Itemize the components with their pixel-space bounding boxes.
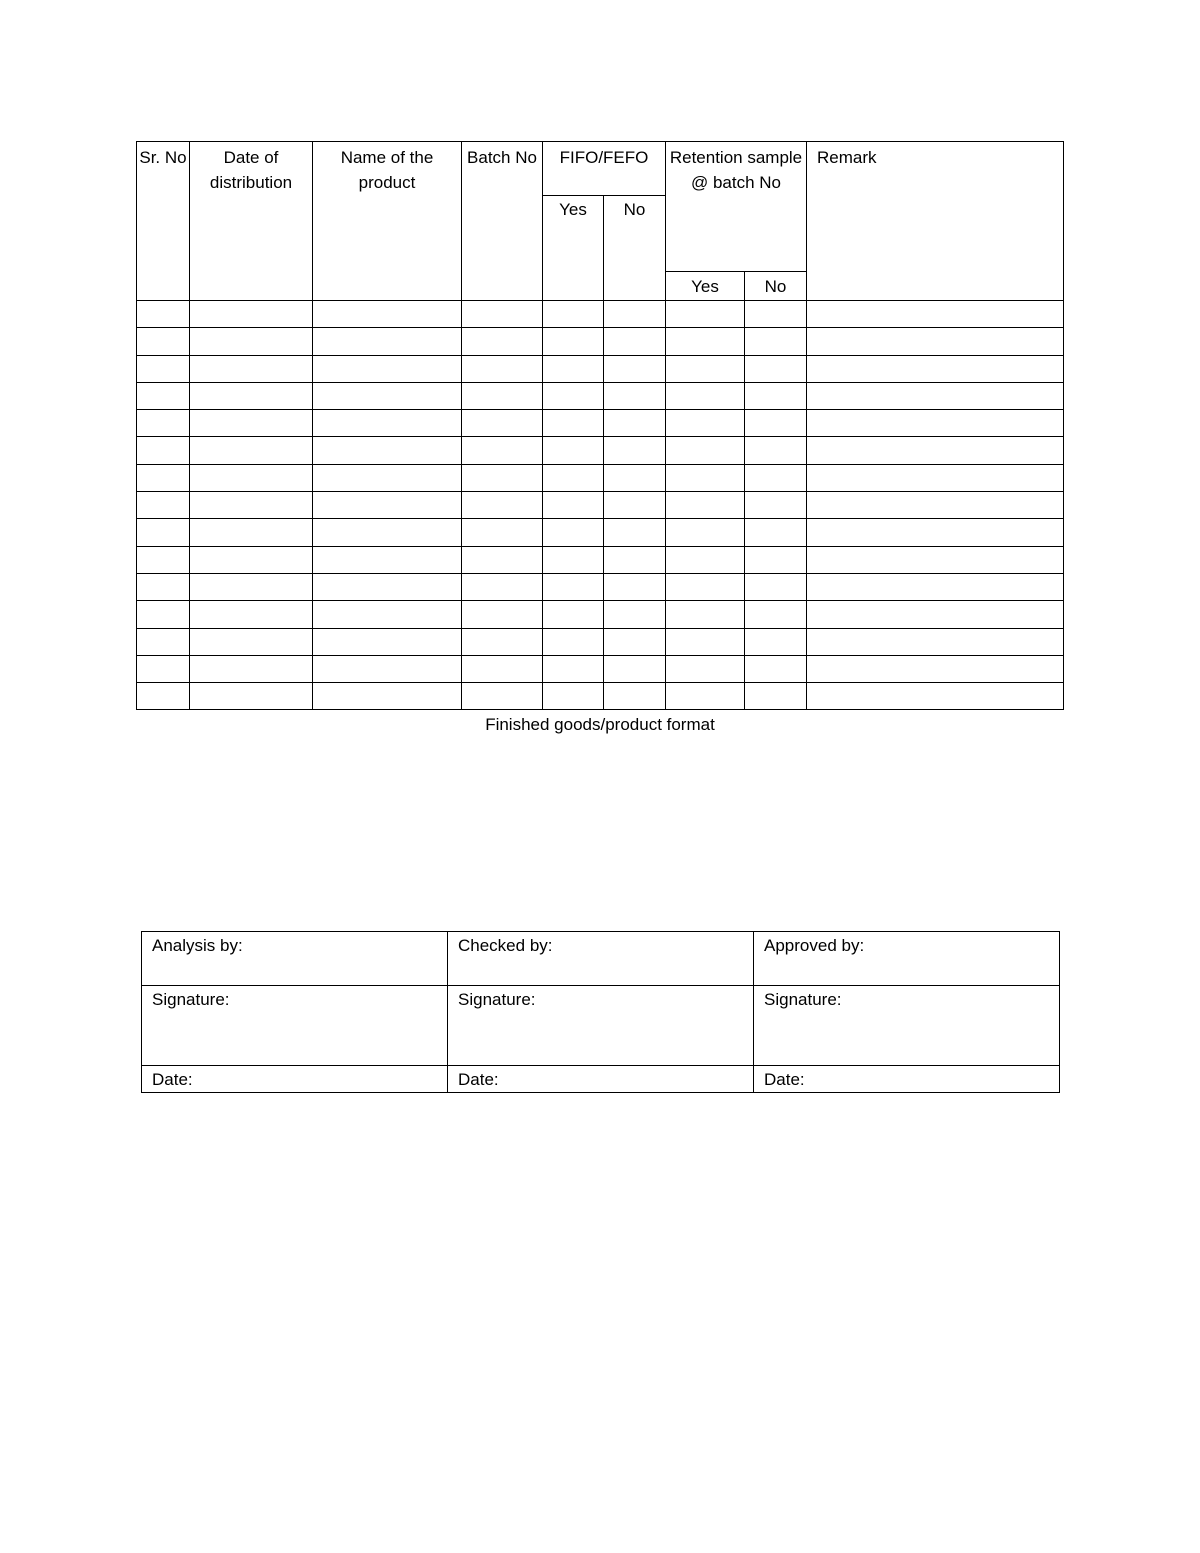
- cell-product-name: [313, 601, 462, 628]
- cell-date-of-distribution: [190, 410, 313, 437]
- cell-fifo-no: [604, 410, 666, 437]
- cell-date-of-distribution: [190, 382, 313, 409]
- cell-fifo-no: [604, 382, 666, 409]
- cell-sr-no: [137, 601, 190, 628]
- cell-retention-yes: [666, 628, 745, 655]
- cell-date-of-distribution: [190, 683, 313, 710]
- checked-by-label: Checked by:: [448, 932, 754, 986]
- cell-fifo-no: [604, 519, 666, 546]
- cell-sr-no: [137, 301, 190, 328]
- cell-sr-no: [137, 355, 190, 382]
- cell-remark: [807, 410, 1064, 437]
- table-row: [137, 410, 1064, 437]
- cell-fifo-yes: [543, 437, 604, 464]
- cell-product-name: [313, 546, 462, 573]
- cell-product-name: [313, 492, 462, 519]
- cell-sr-no: [137, 464, 190, 491]
- cell-batch-no: [462, 601, 543, 628]
- cell-retention-no: [745, 355, 807, 382]
- cell-retention-no: [745, 410, 807, 437]
- cell-fifo-yes: [543, 519, 604, 546]
- table-row: [137, 328, 1064, 355]
- cell-date-of-distribution: [190, 328, 313, 355]
- cell-product-name: [313, 573, 462, 600]
- cell-remark: [807, 301, 1064, 328]
- table-row: [137, 382, 1064, 409]
- header-retention-yes: Yes: [666, 272, 745, 301]
- cell-remark: [807, 683, 1064, 710]
- cell-fifo-no: [604, 573, 666, 600]
- approved-by-label: Approved by:: [754, 932, 1060, 986]
- cell-fifo-no: [604, 546, 666, 573]
- cell-retention-yes: [666, 410, 745, 437]
- cell-fifo-yes: [543, 328, 604, 355]
- cell-batch-no: [462, 683, 543, 710]
- cell-date-of-distribution: [190, 464, 313, 491]
- cell-sr-no: [137, 328, 190, 355]
- cell-date-of-distribution: [190, 437, 313, 464]
- cell-fifo-yes: [543, 683, 604, 710]
- cell-sr-no: [137, 437, 190, 464]
- table-row: [137, 628, 1064, 655]
- cell-product-name: [313, 410, 462, 437]
- cell-retention-no: [745, 655, 807, 682]
- approved-signature-field: Signature:: [754, 986, 1060, 1066]
- cell-retention-yes: [666, 464, 745, 491]
- cell-retention-yes: [666, 355, 745, 382]
- cell-product-name: [313, 328, 462, 355]
- cell-product-name: [313, 628, 462, 655]
- cell-fifo-yes: [543, 464, 604, 491]
- cell-retention-no: [745, 519, 807, 546]
- cell-date-of-distribution: [190, 601, 313, 628]
- cell-remark: [807, 546, 1064, 573]
- cell-retention-yes: [666, 519, 745, 546]
- cell-fifo-yes: [543, 601, 604, 628]
- cell-date-of-distribution: [190, 573, 313, 600]
- cell-sr-no: [137, 382, 190, 409]
- header-batch-no: Batch No: [462, 142, 543, 301]
- cell-sr-no: [137, 519, 190, 546]
- cell-retention-no: [745, 683, 807, 710]
- cell-product-name: [313, 382, 462, 409]
- cell-fifo-yes: [543, 546, 604, 573]
- table-row: [137, 683, 1064, 710]
- cell-sr-no: [137, 410, 190, 437]
- cell-fifo-no: [604, 492, 666, 519]
- cell-remark: [807, 328, 1064, 355]
- table-caption: Finished goods/product format: [485, 715, 715, 734]
- cell-sr-no: [137, 546, 190, 573]
- cell-fifo-no: [604, 355, 666, 382]
- header-fifo-no: No: [604, 196, 666, 301]
- cell-fifo-no: [604, 628, 666, 655]
- cell-batch-no: [462, 546, 543, 573]
- cell-retention-no: [745, 464, 807, 491]
- header-remark: Remark: [807, 142, 1064, 301]
- cell-remark: [807, 628, 1064, 655]
- cell-retention-no: [745, 437, 807, 464]
- cell-batch-no: [462, 437, 543, 464]
- cell-product-name: [313, 519, 462, 546]
- cell-retention-no: [745, 628, 807, 655]
- cell-retention-yes: [666, 601, 745, 628]
- cell-sr-no: [137, 655, 190, 682]
- cell-batch-no: [462, 410, 543, 437]
- cell-retention-yes: [666, 683, 745, 710]
- table-row: [137, 655, 1064, 682]
- cell-date-of-distribution: [190, 492, 313, 519]
- cell-fifo-yes: [543, 355, 604, 382]
- cell-date-of-distribution: [190, 301, 313, 328]
- cell-batch-no: [462, 655, 543, 682]
- cell-sr-no: [137, 628, 190, 655]
- cell-product-name: [313, 301, 462, 328]
- cell-fifo-yes: [543, 301, 604, 328]
- cell-date-of-distribution: [190, 355, 313, 382]
- cell-product-name: [313, 437, 462, 464]
- table-row: [137, 573, 1064, 600]
- cell-fifo-no: [604, 683, 666, 710]
- cell-retention-no: [745, 382, 807, 409]
- cell-retention-no: [745, 573, 807, 600]
- cell-fifo-yes: [543, 628, 604, 655]
- cell-retention-no: [745, 328, 807, 355]
- cell-retention-no: [745, 301, 807, 328]
- table-body: [137, 301, 1064, 710]
- cell-sr-no: [137, 573, 190, 600]
- cell-retention-yes: [666, 492, 745, 519]
- cell-remark: [807, 464, 1064, 491]
- table-row: [137, 492, 1064, 519]
- cell-fifo-yes: [543, 410, 604, 437]
- header-retention-sample: Retention sample @ batch No: [666, 142, 807, 272]
- cell-date-of-distribution: [190, 655, 313, 682]
- cell-fifo-no: [604, 328, 666, 355]
- cell-batch-no: [462, 492, 543, 519]
- approved-date-field: Date:: [754, 1066, 1060, 1093]
- cell-batch-no: [462, 519, 543, 546]
- cell-retention-yes: [666, 546, 745, 573]
- cell-batch-no: [462, 382, 543, 409]
- cell-product-name: [313, 655, 462, 682]
- cell-remark: [807, 355, 1064, 382]
- cell-fifo-no: [604, 437, 666, 464]
- cell-remark: [807, 437, 1064, 464]
- analysis-by-label: Analysis by:: [142, 932, 448, 986]
- cell-remark: [807, 655, 1064, 682]
- checked-date-field: Date:: [448, 1066, 754, 1093]
- table-row: [137, 355, 1064, 382]
- cell-retention-no: [745, 601, 807, 628]
- cell-retention-yes: [666, 382, 745, 409]
- cell-retention-yes: [666, 437, 745, 464]
- cell-product-name: [313, 355, 462, 382]
- cell-retention-yes: [666, 301, 745, 328]
- header-sr-no: Sr. No: [137, 142, 190, 301]
- distribution-record-table: [136, 141, 1064, 710]
- cell-sr-no: [137, 492, 190, 519]
- cell-product-name: [313, 464, 462, 491]
- cell-sr-no: [137, 683, 190, 710]
- approval-signature-table: [141, 931, 1060, 1093]
- header-fifo-yes: Yes: [543, 196, 604, 301]
- cell-batch-no: [462, 328, 543, 355]
- cell-fifo-yes: [543, 573, 604, 600]
- cell-fifo-yes: [543, 655, 604, 682]
- cell-date-of-distribution: [190, 519, 313, 546]
- cell-batch-no: [462, 464, 543, 491]
- cell-fifo-no: [604, 601, 666, 628]
- checked-signature-field: Signature:: [448, 986, 754, 1066]
- header-name-of-product: Name of the product: [313, 142, 462, 301]
- cell-fifo-yes: [543, 492, 604, 519]
- cell-remark: [807, 573, 1064, 600]
- table-row: [137, 437, 1064, 464]
- cell-fifo-yes: [543, 382, 604, 409]
- cell-product-name: [313, 683, 462, 710]
- cell-retention-yes: [666, 655, 745, 682]
- cell-batch-no: [462, 628, 543, 655]
- table-row: [137, 301, 1064, 328]
- cell-batch-no: [462, 301, 543, 328]
- cell-retention-no: [745, 492, 807, 519]
- cell-remark: [807, 601, 1064, 628]
- cell-retention-yes: [666, 328, 745, 355]
- cell-remark: [807, 519, 1064, 546]
- header-date-of-distribution: Date of distribution: [190, 142, 313, 301]
- cell-fifo-no: [604, 301, 666, 328]
- cell-retention-yes: [666, 573, 745, 600]
- table-row: [137, 464, 1064, 491]
- table-row: [137, 601, 1064, 628]
- cell-fifo-no: [604, 655, 666, 682]
- table-row: [137, 546, 1064, 573]
- cell-date-of-distribution: [190, 546, 313, 573]
- cell-batch-no: [462, 355, 543, 382]
- header-fifo-fefo: FIFO/FEFO: [543, 142, 666, 196]
- analysis-signature-field: Signature:: [142, 986, 448, 1066]
- header-retention-no: No: [745, 272, 807, 301]
- table-row: [137, 519, 1064, 546]
- cell-retention-no: [745, 546, 807, 573]
- cell-batch-no: [462, 573, 543, 600]
- cell-remark: [807, 492, 1064, 519]
- cell-fifo-no: [604, 464, 666, 491]
- cell-remark: [807, 382, 1064, 409]
- analysis-date-field: Date:: [142, 1066, 448, 1093]
- cell-date-of-distribution: [190, 628, 313, 655]
